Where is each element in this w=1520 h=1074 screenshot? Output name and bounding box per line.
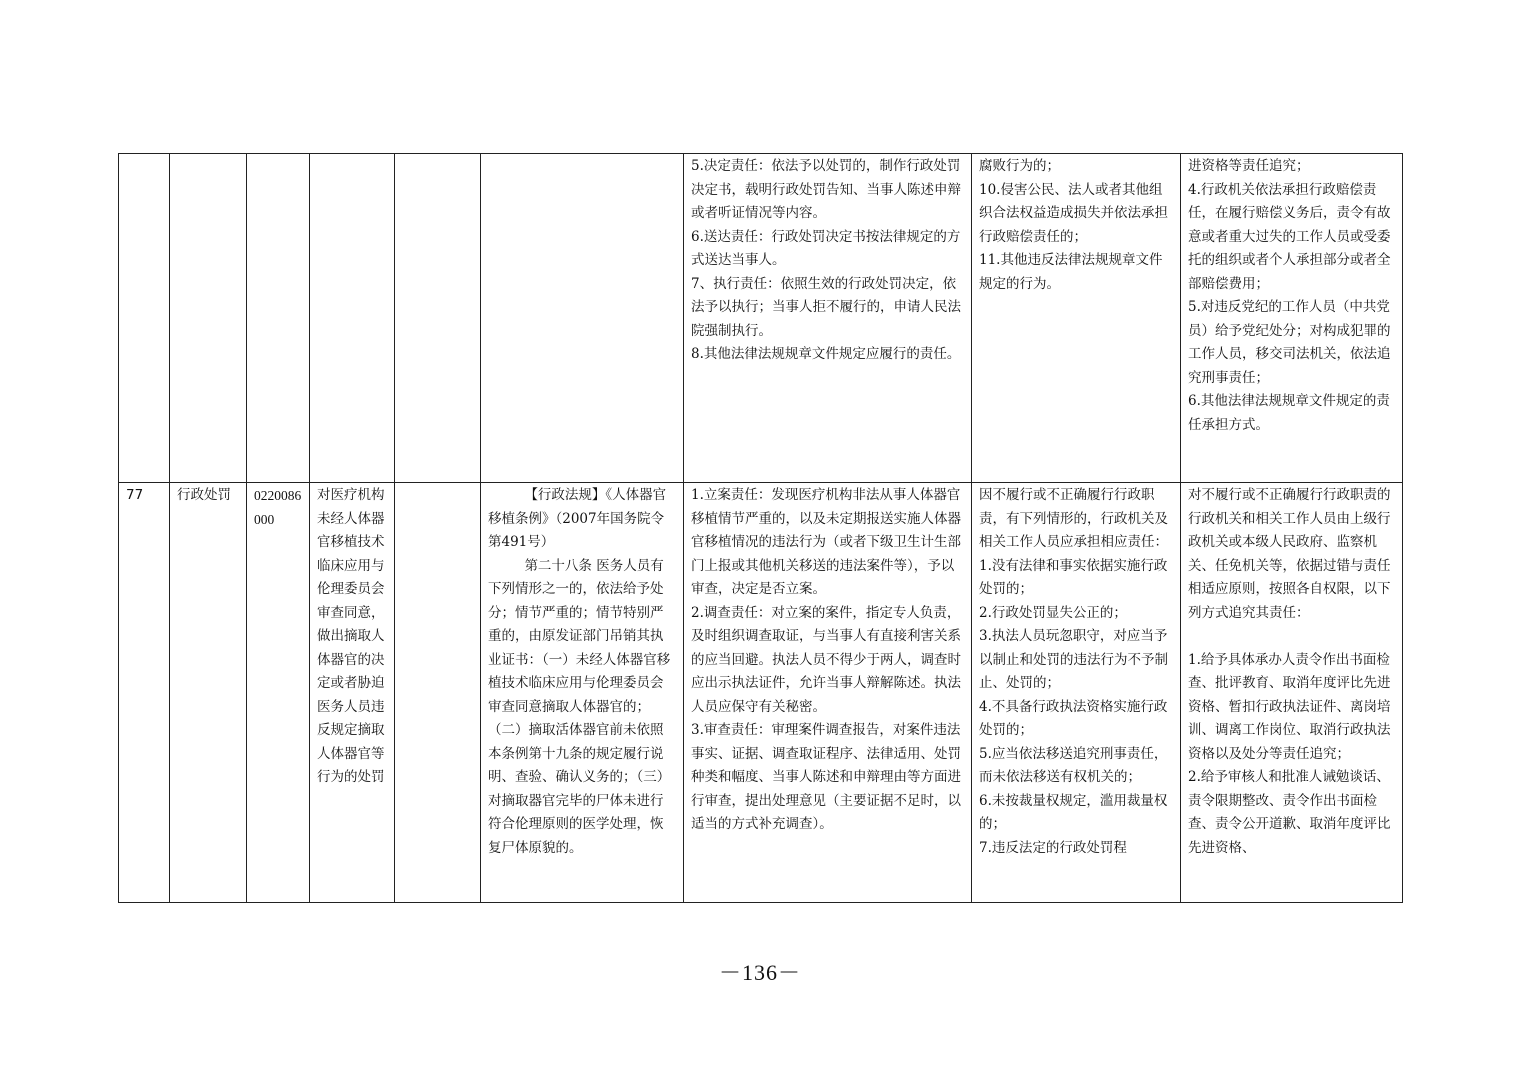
blank-line [1188,625,1395,649]
cell-item-name: 对医疗机构未经人体器官移植技术临床应用与伦理委员会审查同意，做出摘取人体器官的决定或者胁迫医务人员违反规定摘取人体器官等行为的处罚 [310,483,395,903]
paragraph: 5.决定责任：依法予以处罚的，制作行政处罚决定书，载明行政处罚告知、当事人陈述申辩或者听证情况等内容。 [691,158,961,221]
paragraph: 4.行政机关依法承担行政赔偿责任，在履行赔偿义务后，责令有故意或者重大过失的工作人员或受委托的组织或者个人承担部分或者全部赔偿费用； [1188,181,1391,292]
cell-responsibility [684,154,972,483]
paragraph: 6.其他法律法规规章文件规定的责任承担方式。 [1188,393,1390,433]
paragraph: 因不履行或不正确履行行政职责，有下列情形的，行政机关及相关工作人员应承担相应责任： [979,487,1168,550]
paragraph: 6.未按裁量权规定，滥用裁量权的； [979,792,1168,832]
paragraph: 1.给予具体承办人责令作出书面检查、批评教育、取消年度评比先进资格、暂扣行政执法证件、离岗培训、调离工作岗位、取消行政执法资格以及处分等责任追究； [1188,651,1391,762]
paragraph: 3.审查责任：审理案件调查报告，对案件违法事实、证据、调查取证程序、法律适用、处罚种类和幅度、当事人陈述和申辩理由等方面进行审查，提出处理意见（主要证据不足时，以适当的方式补充调查）。 [691,722,961,832]
paragraph: 2.给予审核人和批准人诫勉谈话、责令限期整改、责令作出书面检查、责令公开道歉、取消年度评比先进资格、 [1188,769,1391,856]
paragraph: 第二十八条 医务人员有下列情形之一的，依法给予处分；情节严重的；情节特别严重的，由原发证部门吊销其执业证书：（一）未经人体器官移植技术临床应用与伦理委员会审查同意摘取人体器官的；（二）摘取活体器官前未依照本条例第十九条的规定履行说明、查验、确认义务的；（三）对摘取器官完毕的尸体未进行符合伦理原则的医学处理，恢复尸体原貌的。 [488,557,671,856]
paragraph: 8.其他法律法规规章文件规定应履行的责任。 [691,346,961,362]
cell-number: 77 [119,483,170,903]
cell-col5 [395,483,481,903]
paragraph: 5.应当依法移送追究刑事责任，而未依法移送有权机关的； [979,745,1168,785]
paragraph: 5.对违反党纪的工作人员（中共党员）给予党纪处分；对构成犯罪的工作人员，移交司法机关，依法追究刑事责任； [1188,299,1391,386]
cell-method [1181,154,1403,483]
paragraph: 【行政法规】《人体器官移植条例》（2007年国务院令第491号） [488,487,667,550]
cell-code [247,154,310,483]
paragraph: 2.调查责任：对立案的案件，指定专人负责，及时组织调查取证，与当事人有直接利害关系的应当回避。执法人员不得少于两人，调查时应出示执法证件，允许当事人辩解陈述。执法人员应保守有关秘密。 [691,604,961,715]
paragraph: 4.不具备行政执法资格实施行政处罚的； [979,698,1168,738]
paragraph: 6.送达责任：行政处罚决定书按法律规定的方式送达当事人。 [691,228,961,268]
paragraph: 1.立案责任：发现医疗机构非法从事人体器官移植情节严重的，以及未定期报送实施人体器官移植情况的违法行为（或者下级卫生计生部门上报或其他机关移送的违法案件等），予以审查，决定是否立案。 [691,487,961,597]
paragraph: 10.侵害公民、法人或者其他组织合法权益造成损失并依法承担行政赔偿责任的； [979,181,1168,245]
cell-item-name [310,154,395,483]
cell-basis [481,483,684,903]
cell-code: 0220086000 [247,483,310,903]
paragraph: 对不履行或不正确履行行政职责的行政机关和相关工作人员由上级行政机关或本级人民政府、监察机关、任免机关等，依据过错与责任相适应原则，按照各自权限，以下列方式追究其责任： [1188,487,1391,621]
paragraph: 1.没有法律和事实依据实施行政处罚的； [979,557,1168,597]
cell-responsibility [684,483,972,903]
paragraph: 11.其他违反法律法规规章文件规定的行为。 [979,252,1163,292]
cell-category: 行政处罚 [170,483,247,903]
paragraph: 进资格等责任追究； [1188,158,1310,174]
paragraph: 3.执法人员玩忽职守，对应当予以制止和处罚的违法行为不予制止、处罚的； [979,628,1168,691]
table-row [119,483,1403,903]
cell-category [170,154,247,483]
paragraph: 2.行政处罚显失公正的； [979,604,1127,621]
paragraph: 7.违反法定的行政处罚程 [979,839,1127,856]
table-row [119,154,1403,483]
responsibility-table [118,153,1403,903]
paragraph: 7、执行责任：依照生效的行政处罚决定，依法予以执行；当事人拒不履行的，申请人民法院强制执行。 [691,275,961,339]
paragraph: 腐败行为的； [979,158,1060,174]
cell-method [1181,483,1403,903]
page-number: －136－ [718,960,801,985]
cell-number [119,154,170,483]
cell-accountability [972,154,1181,483]
cell-basis [481,154,684,483]
cell-col5 [395,154,481,483]
cell-accountability [972,483,1181,903]
